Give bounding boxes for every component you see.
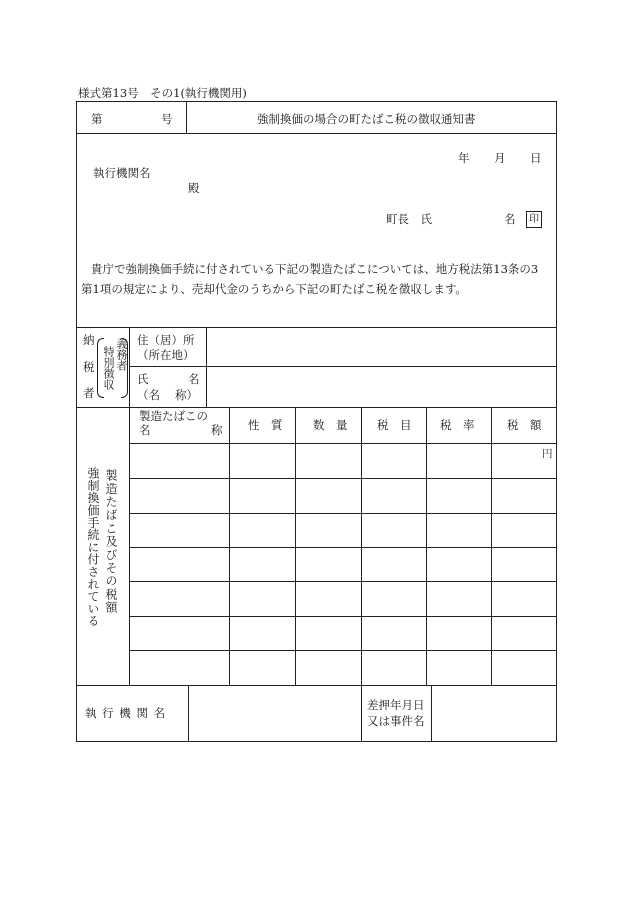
col-header-name-2a: 名 <box>139 423 151 437</box>
goods-header-rule <box>129 443 556 444</box>
col-header-name-1: 製造たばこの <box>139 409 208 423</box>
side-label-left: 強制換価手続に付されている <box>86 467 100 627</box>
goods-row-rule <box>129 547 556 548</box>
goods-row-rule <box>129 581 556 582</box>
name-value-field[interactable] <box>207 367 556 407</box>
taxpayer-tokubetsu: 特別徴収 <box>102 346 115 390</box>
right-brace <box>121 338 128 398</box>
taxpayer-col-divider-1 <box>129 327 130 407</box>
notice-form <box>76 101 557 742</box>
document-title: 強制換価の場合の町たばこ税の徴収通知書 <box>257 112 476 126</box>
taxpayer-char-nou: 納 <box>83 333 95 347</box>
header-divider <box>186 102 187 133</box>
goods-row-rule <box>129 513 556 514</box>
col-header-tax-rate: 税 率 <box>440 418 475 432</box>
taxpayer-char-sha: 者 <box>83 386 95 400</box>
name-label-2: 名 <box>188 372 200 386</box>
col-header-tax-item: 税 目 <box>377 418 412 432</box>
name-sub-1: （名 <box>137 388 160 402</box>
addressee-honorific: 殿 <box>188 181 200 195</box>
addressee-org-label: 執行機関名 <box>93 166 151 180</box>
seizure-label-line1: 差押年月日 <box>367 698 425 712</box>
seal-mark: 印 <box>526 211 542 228</box>
exec-org-value-field[interactable] <box>189 686 360 741</box>
taxpayer-bottom-rule <box>77 407 556 408</box>
currency-unit: 円 <box>542 448 553 460</box>
date-month: 月 <box>494 151 506 165</box>
col-header-quantity: 数 量 <box>313 418 348 432</box>
header-rule <box>77 133 556 134</box>
col-header-tax-amount: 税 額 <box>507 418 542 432</box>
body-line-1: 貴庁で強制換価手続に付されている下記の製造たばこについては、地方税法第13条の3 <box>91 262 539 276</box>
goods-row-rule <box>129 616 556 617</box>
name-label-1: 氏 <box>137 372 149 386</box>
taxpayer-char-zei: 税 <box>83 360 95 374</box>
seizure-label-line2: 又は事件名 <box>367 714 425 728</box>
sender-name-suffix: 名 <box>504 212 516 226</box>
col-header-quality: 性 質 <box>248 418 283 432</box>
col-header-name-2b: 称 <box>211 423 223 437</box>
taxpayer-gimusha: 義務者 <box>115 338 128 371</box>
address-label: 住（居）所 <box>137 333 195 347</box>
goods-row-rule <box>129 478 556 479</box>
name-sub-2: 称） <box>175 388 198 402</box>
form-caption: 様式第13号 その1(執行機関用) <box>78 86 247 100</box>
exec-org-label: 執 行 機 関 名 <box>85 706 167 720</box>
number-label: 第 <box>91 112 103 126</box>
footer-divider-2 <box>361 685 362 741</box>
address-value-field[interactable] <box>207 328 556 366</box>
body-line-2: 第1項の規定により、売却代金のうちから下記の町たばこ税を徴収します。 <box>81 282 467 296</box>
number-suffix: 号 <box>161 112 173 126</box>
date-day: 日 <box>530 151 542 165</box>
goods-row-rule <box>129 650 556 651</box>
date-year: 年 <box>458 151 470 165</box>
sender-mayor: 町長 氏 <box>386 212 432 226</box>
side-label-right: 製造たばこ及びその税額 <box>104 469 118 615</box>
seizure-value-field[interactable] <box>432 686 556 741</box>
address-sub-label: （所在地） <box>137 348 195 362</box>
